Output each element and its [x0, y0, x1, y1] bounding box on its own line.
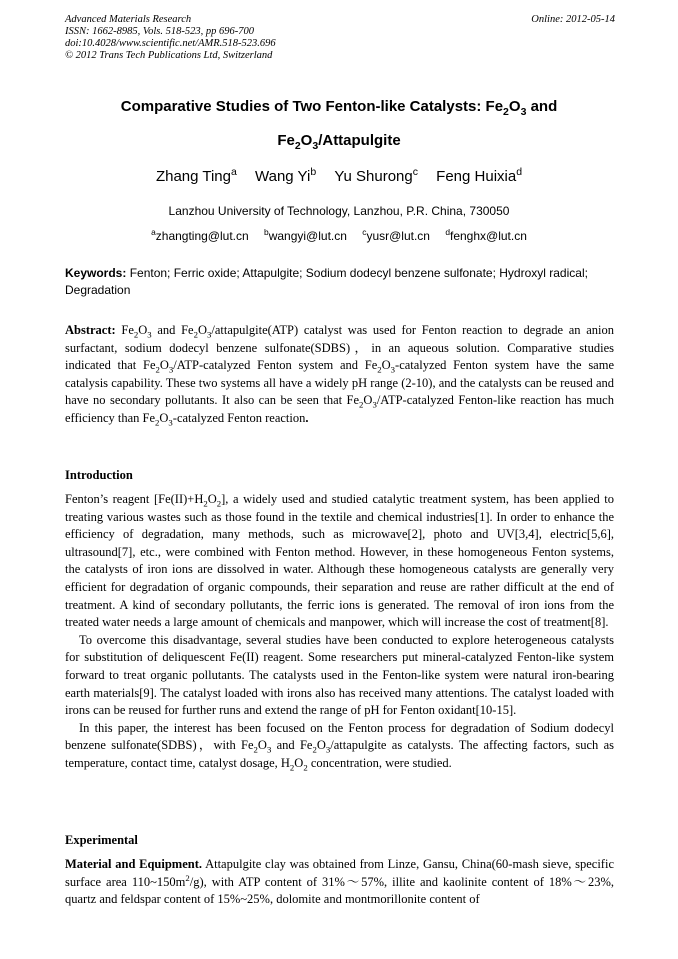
journal-name: Advanced Materials Research [65, 14, 192, 25]
intro-paragraph-2: To overcome this disadvantage, several studies have been conducted to explore heterogeneous catalysts for substitution of deliquescent Fe(II) reagent. Some researchers put mineral-catalyzed Fenton-like system forward to treat organic pollutants. The catalysts used in the Fenton-like system were natural iron-bearing earth materials[9]. The catalyst loaded with irons also has received many attentions. The catalyst loaded with irons can be reused for further runs and extend the range of pH for Fenton oxidant[10-15]. [65, 632, 614, 718]
doi-line: doi:10.4028/www.scientific.net/AMR.518-523.696 [65, 38, 276, 49]
email-link[interactable]: $^b$wangyi@lut.cn [264, 227, 347, 243]
email-link[interactable]: $^c$yusr@lut.cn [362, 227, 430, 243]
abstract: Abstract: $Fe_2O_3$ and $Fe_2O_3/attapulgite(ATP)$ catalyst was used for Fenton reaction to degrade an anion surfactant, sodium dodecyl benzene sulfonate(SDBS)，in an aqueous solution. Comparative studies indicated that $Fe_2O_3/ATP$-catalyzed Fenton system and $Fe_2O_3$-catalyzed Fenton system have the same catalysis capability. These two systems all have a widely pH range (2-10), and the catalysts can be reused and have no secondary pollutants. It also can be seen that $Fe_2O_3/ATP$-catalyzed Fenton-like reaction has much efficiency than $Fe_2O_3$-catalyzed Fenton reaction. [65, 323, 615, 428]
author: Yu Shurong$^c$ [334, 166, 418, 185]
experimental-heading: Experimental [65, 833, 138, 847]
copyright-line: © 2012 Trans Tech Publications Ltd, Switzerland [65, 50, 273, 61]
email-link[interactable]: $^d$fenghx@lut.cn [445, 227, 527, 243]
email-link[interactable]: $^a$zhangting@lut.cn [151, 227, 249, 243]
intro-paragraph-3: In this paper, the interest has been focused on the Fenton process for degradation of Sodium dodecyl benzene sulfonate(SDBS)，with $Fe_2O_3$ and $Fe_2O_3$/attapulgite as catalysts. The affecting factors, such as temperature, contact time, catalyst dosage, $H_2O_2$ concentration, were studied. [65, 720, 615, 773]
introduction-body [65, 491, 614, 773]
title-line-2: $Fe_2O_3$/Attapulgite [277, 132, 401, 152]
author: Feng Huixia$^d$ [436, 166, 523, 185]
email-list [40, 229, 638, 243]
keywords-label: Keywords: [65, 266, 127, 280]
experimental-body: Material and Equipment. Attapulgite clay was obtained from Linze, Gansu, China(60-mash sieve, specific surface area $110\sim 150m^2/g$), with ATP content of 31%～57%, illite and kaolinite content of 18%～23%, quartz and feldspar content of 15%~25%, dolomite and montmorillonite content of [65, 857, 614, 907]
paper-title [40, 90, 638, 158]
affiliation: Lanzhou University of Technology, Lanzhou, P.R. China, 730050 [168, 204, 510, 218]
introduction-heading: Introduction [65, 468, 133, 482]
issn-line: ISSN: 1662-8985, Vols. 518-523, pp 696-700 [65, 26, 254, 37]
keywords [65, 265, 614, 299]
author: Zhang Ting$^a$ [155, 166, 237, 185]
journal-header [65, 14, 615, 62]
material-equipment-label: Material and Equipment. [65, 857, 203, 871]
title-line-1: Comparative Studies of Two Fenton-like Catalysts: $Fe_2O_3$ and [120, 98, 558, 118]
intro-paragraph-1: Fenton’s reagent $[Fe(II)+H_2O_2]$, a widely used and studied catalytic treatment system, has been applied to treating various wastes such as those found in the textile and chemical industries[1]. In order to enhance the efficiency of degradation, many methods, such as microwave[2], photo and UV[3,4], electric[5,6], ultrasound[7], etc., were combined with Fenton method. However, in these homogeneous Fenton systems, the catalysts of iron ions are dissolved in water. Although these homogeneous catalysts are generally very efficient for degradation of organic compounds, their separation and reuse are rather difficult at the end of treatment. A kind of secondary pollutants, the ferric ions is generated. The removal of iron ions from the treated water needs a large amount of chemicals and manpower, which will increase the cost of treatment[8]. [65, 492, 614, 630]
author-list [40, 168, 638, 185]
abstract-label: Abstract: [65, 323, 116, 337]
keywords-text: Fenton; Ferric oxide; Attapulgite; Sodium dodecyl benzene sulfonate; Hydroxyl radical; Degradation [65, 266, 588, 297]
online-date: Online: 2012-05-14 [531, 14, 615, 25]
author: Wang Yi$^b$ [255, 166, 317, 185]
